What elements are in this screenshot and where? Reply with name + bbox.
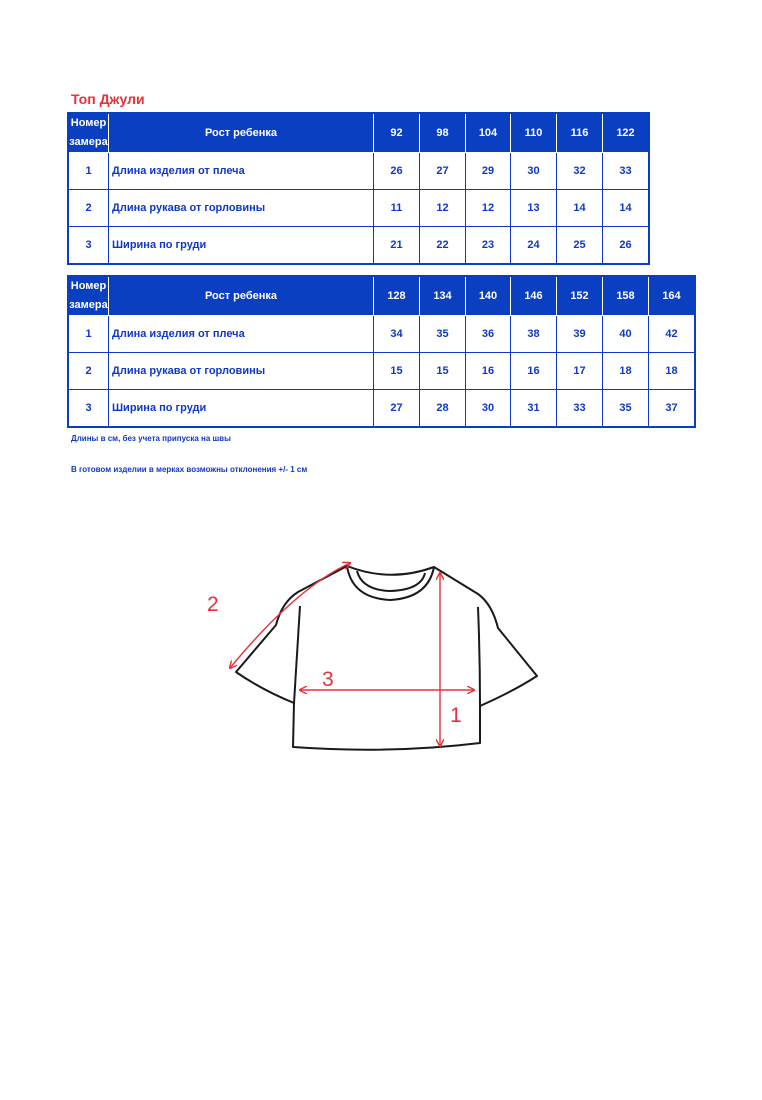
cell-value: 21 — [374, 227, 420, 264]
cell-value: 15 — [420, 353, 466, 390]
row-label: Ширина по груди — [109, 390, 374, 427]
row-label: Длина рукава от горловины — [109, 190, 374, 227]
cell-value: 15 — [374, 353, 420, 390]
row-number: 3 — [69, 227, 109, 264]
size-header: 134 — [420, 277, 466, 316]
cell-value: 42 — [649, 316, 695, 353]
label-sleeve: 2 — [207, 593, 219, 616]
size-header: 116 — [557, 114, 603, 153]
size-header: 158 — [603, 277, 649, 316]
row-label: Ширина по груди — [109, 227, 374, 264]
cell-value: 33 — [603, 153, 649, 190]
cell-value: 12 — [466, 190, 511, 227]
cell-value: 38 — [511, 316, 557, 353]
cell-value: 27 — [420, 153, 466, 190]
row-number: 2 — [69, 353, 109, 390]
cell-value: 27 — [374, 390, 420, 427]
cell-value: 17 — [557, 353, 603, 390]
height-header: Рост ребенка — [109, 114, 374, 153]
cell-value: 37 — [649, 390, 695, 427]
number-header: Номер замера — [69, 114, 109, 153]
row-number: 3 — [69, 390, 109, 427]
cell-value: 28 — [420, 390, 466, 427]
size-header: 146 — [511, 277, 557, 316]
cell-value: 25 — [557, 227, 603, 264]
tshirt-outline — [236, 566, 537, 750]
page-title: Топ Джули — [71, 91, 145, 107]
size-header: 164 — [649, 277, 695, 316]
size-header: 122 — [603, 114, 649, 153]
note-seam-allowance: Длины в см, без учета припуска на швы — [71, 434, 231, 443]
cell-value: 22 — [420, 227, 466, 264]
row-number: 2 — [69, 190, 109, 227]
cell-value: 16 — [466, 353, 511, 390]
size-header: 98 — [420, 114, 466, 153]
cell-value: 11 — [374, 190, 420, 227]
cell-value: 33 — [557, 390, 603, 427]
row-number: 1 — [69, 316, 109, 353]
row-number: 1 — [69, 153, 109, 190]
cell-value: 36 — [466, 316, 511, 353]
height-header: Рост ребенка — [109, 277, 374, 316]
cell-value: 13 — [511, 190, 557, 227]
measure-lines — [230, 563, 474, 746]
size-header: 92 — [374, 114, 420, 153]
cell-value: 29 — [466, 153, 511, 190]
cell-value: 30 — [511, 153, 557, 190]
cell-value: 26 — [603, 227, 649, 264]
cell-value: 35 — [603, 390, 649, 427]
cell-value: 18 — [649, 353, 695, 390]
row-label: Длина рукава от горловины — [109, 353, 374, 390]
cell-value: 35 — [420, 316, 466, 353]
cell-value: 14 — [603, 190, 649, 227]
label-chest: 3 — [322, 668, 334, 691]
size-header: 152 — [557, 277, 603, 316]
cell-value: 40 — [603, 316, 649, 353]
cell-value: 14 — [557, 190, 603, 227]
size-header: 110 — [511, 114, 557, 153]
cell-value: 23 — [466, 227, 511, 264]
note-tolerance: В готовом изделии в мерках возможны отклонения +/- 1 см — [71, 465, 308, 474]
size-header: 128 — [374, 277, 420, 316]
cell-value: 24 — [511, 227, 557, 264]
cell-value: 30 — [466, 390, 511, 427]
number-header: Номер замера — [69, 277, 109, 316]
cell-value: 16 — [511, 353, 557, 390]
cell-value: 18 — [603, 353, 649, 390]
cell-value: 39 — [557, 316, 603, 353]
cell-value: 12 — [420, 190, 466, 227]
cell-value: 26 — [374, 153, 420, 190]
cell-value: 34 — [374, 316, 420, 353]
row-label: Длина изделия от плеча — [109, 153, 374, 190]
cell-value: 32 — [557, 153, 603, 190]
size-header: 104 — [466, 114, 511, 153]
row-label: Длина изделия от плеча — [109, 316, 374, 353]
size-header: 140 — [466, 277, 511, 316]
cell-value: 31 — [511, 390, 557, 427]
label-length: 1 — [450, 704, 462, 727]
